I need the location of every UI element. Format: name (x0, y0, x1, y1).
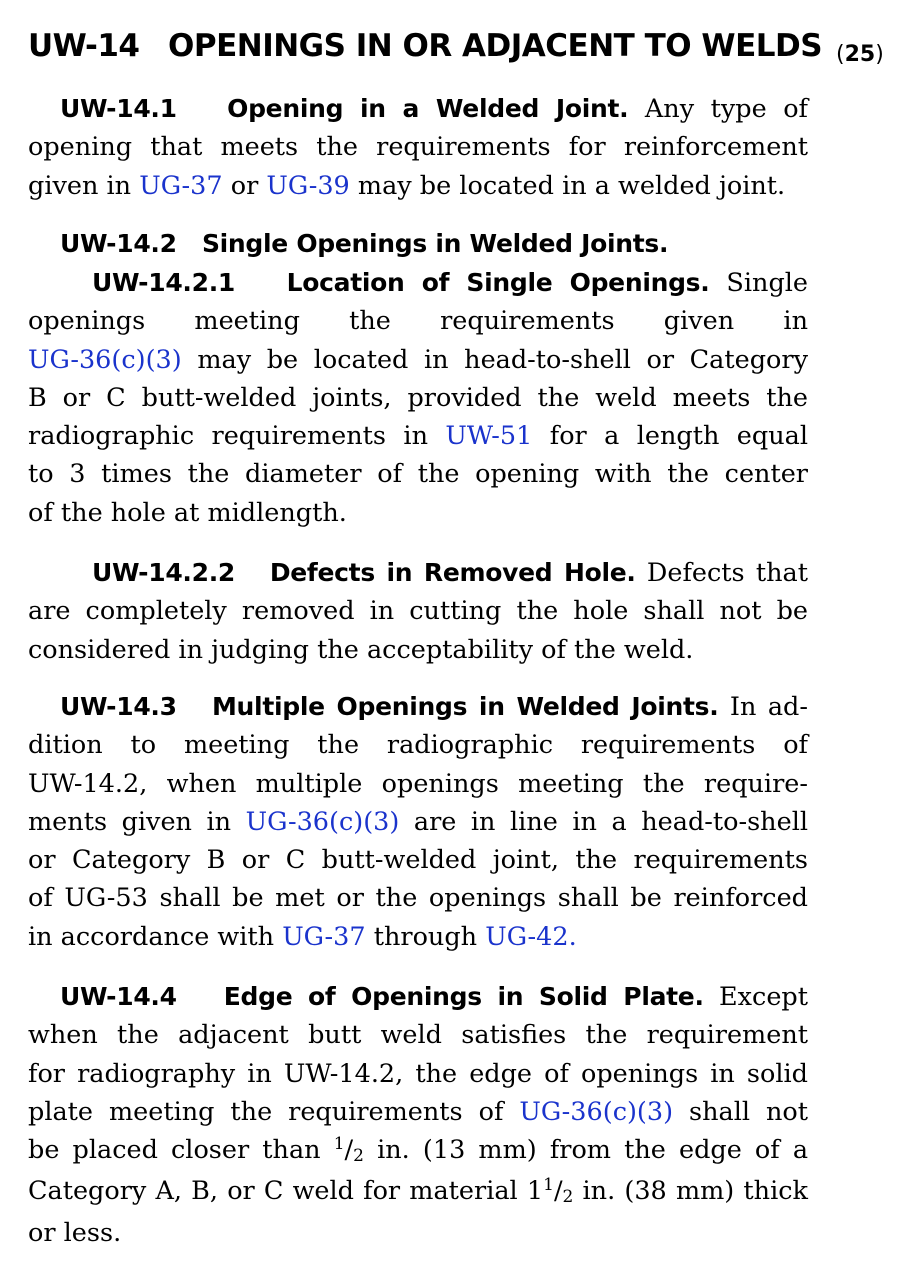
body-text: to 3 times the diameter of the opening with the center (28, 459, 808, 490)
period: . (568, 921, 577, 952)
link-ug-37[interactable]: UG-37 (282, 921, 366, 952)
body-text: considered in judging the acceptability of the weld. (28, 634, 694, 665)
paragraph-uw-14-3 (28, 688, 808, 956)
body-text: radiographic requirements in (28, 421, 429, 452)
body-text: be placed closer than (28, 1135, 321, 1166)
line (28, 554, 808, 592)
link-ug-36-c-3[interactable]: UG-36(c)(3) (245, 806, 400, 837)
body-text: Except (719, 982, 808, 1012)
body-text: for a length equal (549, 421, 809, 452)
line (28, 978, 808, 1016)
body-text: are completely removed in cutting the hole shall not be (28, 596, 808, 627)
link-uw-51[interactable]: UW-51 (445, 421, 533, 452)
line (28, 1172, 808, 1213)
fraction-denominator: 2 (562, 1187, 574, 1208)
paragraph-heading (60, 94, 628, 123)
paragraph-title: Defects in Removed Hole. (269, 558, 636, 587)
line (28, 1131, 808, 1172)
body-text: or Category B or C butt-welded joint, the requirements (28, 845, 808, 876)
body-text: may be located in a welded joint. (357, 170, 786, 201)
body-text: Any type of (644, 94, 808, 124)
paragraph-number: UW-14.3 (60, 692, 177, 721)
body-text: in accordance with (28, 921, 275, 952)
body-text: UW-14.2, when multiple openings meeting the require- (28, 768, 808, 799)
paragraph-heading (60, 229, 668, 258)
line (28, 167, 808, 205)
link-ug-42[interactable]: UG-42 (485, 921, 569, 952)
paragraph-heading (60, 982, 704, 1011)
revision-number: 25 (844, 42, 876, 67)
paragraph-heading (60, 692, 718, 721)
line (28, 688, 808, 726)
fraction-one-half: $^1$/2 (333, 1134, 364, 1167)
body-text: or less. (28, 1217, 122, 1248)
body-text: B or C butt-welded joints, provided the weld meets the (28, 382, 808, 413)
paragraph-title: Opening in a Welded Joint. (227, 94, 629, 123)
paragraph-number: UW-14.2.1 (92, 268, 236, 297)
paragraph-number: UW-14.2.2 (92, 558, 236, 587)
body-text: Category A, B, or C weld for material 1 (28, 1176, 544, 1207)
line (28, 918, 808, 956)
body-text: when the adjacent butt weld satisfies the requirement (28, 1020, 808, 1051)
paragraph-uw-14-2-1 (28, 264, 808, 532)
body-text: ments given in (28, 806, 232, 837)
body-text: given in (28, 170, 132, 201)
body-text: in. (38 mm) thick (582, 1176, 808, 1207)
paragraph-number: UW-14.2 (60, 229, 177, 258)
paragraph-title: Location of Single Openings. (286, 268, 710, 297)
paragraph-uw-14-4 (28, 978, 808, 1252)
revision-marker: (25) (836, 42, 884, 67)
link-ug-36-c-3[interactable]: UG-36(c)(3) (28, 344, 182, 375)
paragraph-uw-14-2-2 (28, 554, 808, 669)
line (28, 341, 808, 379)
body-text: Defects that (646, 558, 809, 588)
paragraph-title: Single Openings in Welded Joints. (201, 229, 669, 258)
body-text: or (230, 170, 259, 201)
body-text: plate meeting the requirements of (28, 1096, 504, 1127)
body-text: Single (726, 268, 809, 298)
section-number: UW-14 (28, 28, 140, 64)
paragraph-number: UW-14.4 (60, 982, 177, 1011)
body-text: through (373, 921, 478, 952)
body-text: are in line in a head-to-shell (413, 806, 809, 837)
line (28, 264, 808, 302)
paragraph-uw-14-1 (28, 90, 808, 205)
body-text: of the hole at midlength. (28, 497, 347, 528)
paragraph-heading (92, 558, 636, 587)
section-title: OPENINGS IN OR ADJACENT TO WELDS (168, 28, 823, 64)
fraction-denominator: 2 (353, 1146, 364, 1167)
link-ug-37[interactable]: UG-37 (139, 170, 223, 201)
fraction-one-half: $^1$/2 (543, 1175, 574, 1208)
fraction-numerator: 1 (333, 1134, 345, 1155)
line (28, 417, 808, 455)
paragraph-number: UW-14.1 (60, 94, 177, 123)
line (28, 225, 808, 263)
line (28, 803, 808, 841)
body-text: of UG-53 shall be met or the openings shall be reinforced (28, 883, 808, 914)
body-text: opening that meets the requirements for reinforcement (28, 132, 808, 163)
body-text: in. (13 mm) from the edge of a (377, 1135, 809, 1166)
body-text: may be located in head-to-shell or Category (197, 344, 808, 375)
body-text: In ad- (729, 692, 809, 722)
link-ug-36-c-3[interactable]: UG-36(c)(3) (519, 1096, 674, 1127)
fraction-numerator: 1 (543, 1175, 554, 1196)
body-text: for radiography in UW-14.2, the edge of openings in solid (28, 1058, 808, 1089)
line (28, 1093, 808, 1131)
paragraph-title: Multiple Openings in Welded Joints. (211, 692, 719, 721)
body-text: shall not (689, 1096, 808, 1127)
body-text: dition to meeting the radiographic requirements of (28, 730, 808, 761)
section-heading (28, 28, 822, 64)
paragraph-heading (92, 268, 709, 297)
paragraph-uw-14-2 (28, 225, 808, 263)
paragraph-title: Edge of Openings in Solid Plate. (223, 982, 704, 1011)
link-ug-39[interactable]: UG-39 (266, 170, 350, 201)
line (28, 90, 808, 128)
body-text: openings meeting the requirements given in (28, 306, 808, 337)
